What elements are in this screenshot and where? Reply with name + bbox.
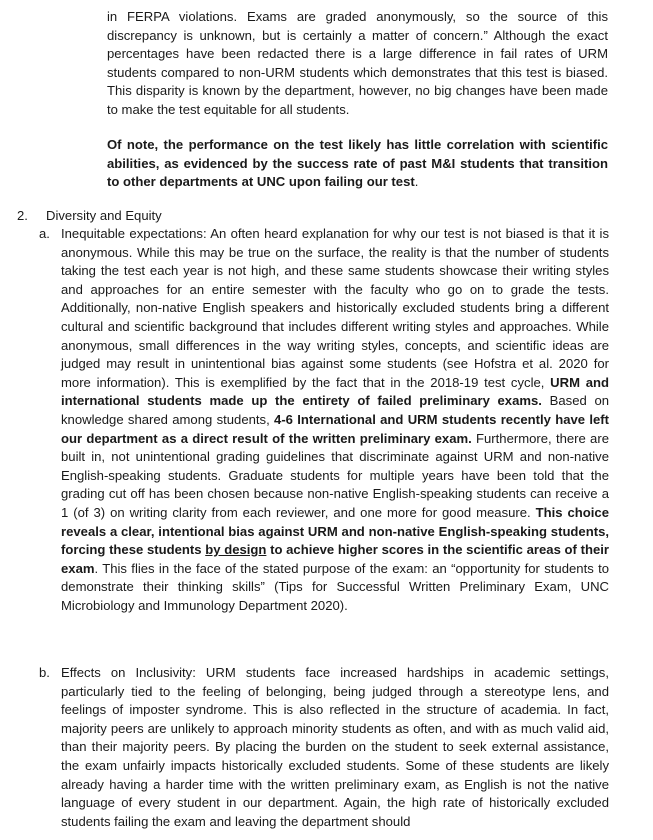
note-end: . — [414, 174, 419, 190]
item-a-b3-underlined: by design — [205, 542, 267, 558]
item-a-label: a. — [39, 226, 50, 241]
item-a-paragraph — [61, 225, 609, 615]
item-a-t4: . This flies in the face of the stated purpose of the exam: an “opportunity for students to demonstrate their thinking skills” (Tips for Successful Written Preliminary Exam, UNC Microbiology and Immunology Department 2020). — [61, 560, 609, 613]
item-b-text — [61, 664, 609, 831]
item-a-b2: 4-6 International and URM students recently have left our department as a direct result of the written preliminary exam. — [61, 411, 609, 446]
item-b-paragraph: Effects on Inclusivity: URM students face increased hardships in academic settings, particularly tied to the feeling of belonging, being judged through a stereotype lens, and feelings of imposter syndrome. This is also reflected in the structure of academia. In fact, majority peers are unlikely to approach minority students as often, and with as much valid aid, than their majority peers. By placing the burden on the student to seek external assistance, the exam unfairly impacts historically excluded students. Some of these students are likely already having a harder time with the written preliminary exam, as English is not the native language of every student in our department. Again, the high rate of historically excluded students failing the exam and leaving the department should — [61, 665, 609, 829]
intro-paragraph-text: in FERPA violations. Exams are graded anonymously, so the source of this discrepancy is unknown, but is certainly a matter of concern.” Although the exact percentages have been redacted there is a large difference in fail rates of URM students compared to non-URM students which demonstrates that this test is biased. This disparity is known by the department, however, no big changes have been made to make the test equitable for all students. — [107, 9, 608, 117]
intro-paragraph — [107, 8, 608, 120]
item-a-b4: to achieve higher scores in the scientific areas of their exam — [61, 542, 609, 576]
item-a-t3: Furthermore, there are built in, not unintentional grading guidelines that discriminate against URM and non-native English-speaking students. Graduate students for multiple years have been told that the grading cut off has been chosen because non-native English-speaking students can receive a 1 (of 3) on writing clarity from each reviewer, and one more for good measure. — [61, 430, 609, 520]
item-a-t1: Inequitable expectations: An often heard explanation for why our test is not biased is that it is anonymous. While this may be true on the surface, the reality is that the number of students taking the test each year is not high, and these same students showcase their writing styles and approaches for an entire semester with the faculty who go on to grade the tests. Additionally, non-native English speakers and historically excluded students bring a different cultural and scientific background that includes different writing styles and approaches. While anonymous, small differences in the way writing styles, concepts, and scientific ideas are judged may result in unintentional bias against some students (see Hofstra et al. 2020 for more information). This is exemplified by the fact that in the 2018-19 test cycle, — [61, 226, 609, 390]
section-title: Diversity and Equity — [46, 208, 162, 223]
note-text: Of note, the performance on the test likely has little correlation with scientific abilities, as evidenced by the success rate of past M&I students that transition to other departments at UNC upon failing our test — [107, 137, 608, 190]
item-a-t2: Based on knowledge shared among students, — [61, 393, 610, 427]
item-a-text — [61, 225, 609, 615]
item-b-label: b. — [39, 665, 50, 680]
item-a-b1: URM and international students made up the entirety of failed preliminary exams. — [61, 374, 609, 409]
section-number: 2. — [17, 208, 28, 223]
item-a-b3: This choice reveals a clear, intentional bias against URM and non-native English-speaking students, forcing these students — [61, 504, 609, 558]
note-paragraph-text — [107, 136, 608, 192]
note-paragraph — [107, 136, 608, 192]
